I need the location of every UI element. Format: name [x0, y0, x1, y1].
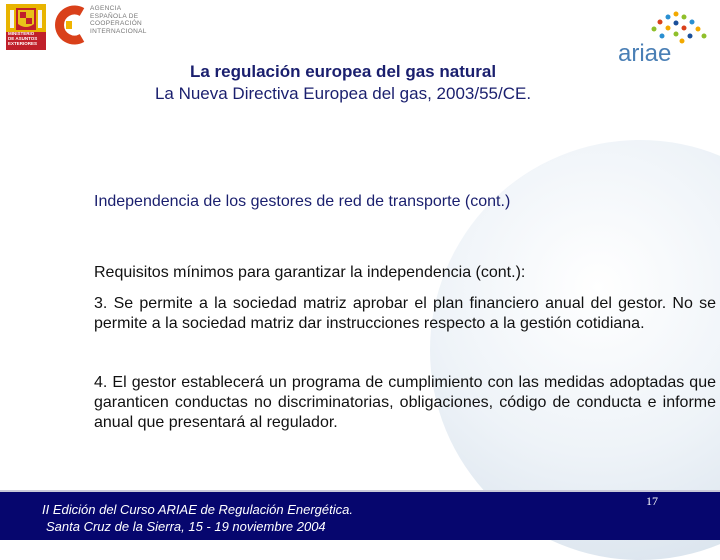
- page-number: 17: [646, 494, 658, 508]
- paragraph-intro: Requisitos mínimos para garantizar la independencia (cont.):: [94, 264, 526, 281]
- ministry-line: EXTERIORES: [8, 41, 38, 46]
- footer-divider: [0, 490, 720, 492]
- footer-course-title: II Edición del Curso ARIAE de Regulación Energética.: [42, 502, 353, 517]
- agency-line: AGENCIA: [90, 5, 122, 12]
- slide-title: La regulación europea del gas natural: [189, 62, 497, 81]
- section-heading: Independencia de los gestores de red de transporte (cont.): [94, 193, 511, 210]
- ariae-logo-text: ariae: [618, 40, 672, 67]
- paragraph-point-3: 3. Se permite a la sociedad matriz aprobar el plan financiero anual del gestor. No se permite a la sociedad matriz dar instrucciones respecto a la gestión cotidiana.: [94, 295, 716, 332]
- agency-line: COOPERACIÓN: [90, 20, 143, 27]
- agency-line: INTERNACIONAL: [90, 27, 147, 35]
- paragraph-point-4: 4. El gestor establecerá un programa de cumplimiento con las medidas adoptadas que garanticen conductas no discriminatorias, obligaciones, código de conducta e informe anual que presentará al regulador.: [94, 374, 716, 431]
- agency-name: [90, 5, 147, 35]
- slide-subtitle: La Nueva Directiva Europea del gas, 2003/55/CE.: [154, 84, 532, 103]
- footer-location-date: Santa Cruz de la Sierra, 15 - 19 noviembre 2004: [46, 519, 326, 534]
- ministry-text: [8, 31, 37, 46]
- aecid-logo: [52, 4, 86, 46]
- ministry-line: DE ASUNTOS: [8, 36, 38, 41]
- ministry-line: MINISTERIO: [8, 31, 35, 36]
- agency-line: ESPAÑOLA DE: [90, 12, 139, 20]
